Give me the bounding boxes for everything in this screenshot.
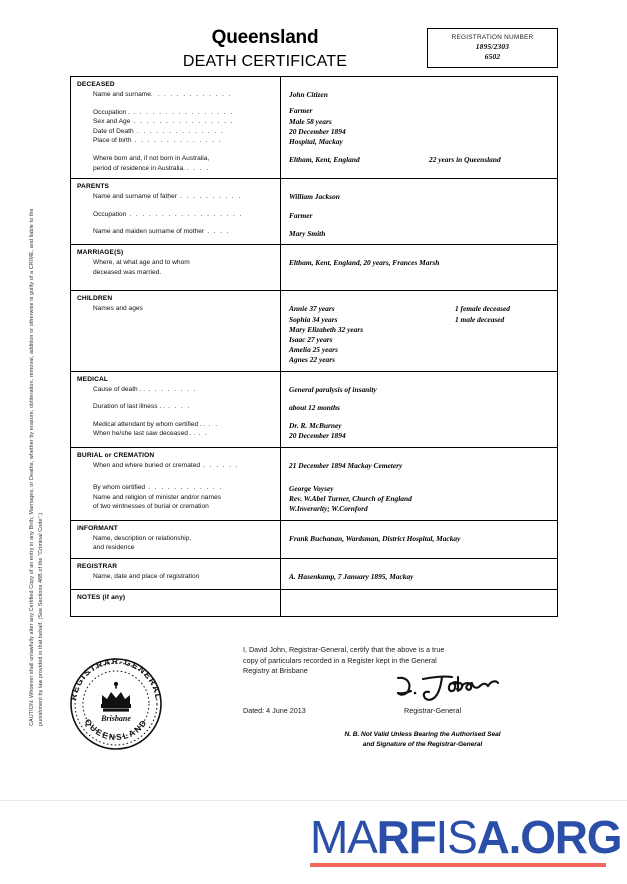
value-deceased-residence-period: 22 years in Queensland [429,155,501,165]
section-heading-parents: PARENTS [77,183,110,191]
section-heading-registrar: REGISTRAR [77,562,118,570]
value-marriages-detail: Eltham, Kent, England, 20 years, Frances Marsh [289,258,440,268]
signature-icon [392,672,512,704]
section-children-labels [71,291,281,370]
section-burial-labels [71,448,281,520]
crown-icon [101,682,131,712]
registration-number-box [427,28,558,68]
label-medical-attendant [77,420,276,430]
label-deceased-place-of-birth [77,136,276,146]
label-medical-duration [77,402,276,412]
page-subtitle: DEATH CERTIFICATE [182,53,348,70]
value-medical-duration: about 12 months [289,402,340,412]
title-block [100,26,430,73]
value-medical-last-saw: 20 December 1894 [289,431,346,441]
registration-number-label: REGISTRATION NUMBER [451,34,534,41]
label-deceased-date-of-death [77,127,276,137]
registration-number-value: 1895/2303 [475,42,510,51]
label-deceased-name-dots: . . . . . . . . . . . . . [150,91,232,98]
section-deceased [71,77,557,179]
watermark-part-2: RF [376,811,436,863]
section-informant-labels [71,521,281,558]
value-deceased-where-born-row [289,155,553,165]
label-medical-last-saw-text: When he/she last saw deceased . . [93,430,196,438]
label-parents-mother-text: Name and maiden surname of mother [93,228,205,236]
validity-warning-line-2: and Signature of the Registrar-General [362,741,483,748]
value-parents-father: William Jackson [289,192,340,202]
section-heading-children: CHILDREN [77,295,113,303]
signatory-title: Registrar-General [404,706,462,715]
page-title: Queensland [211,27,319,48]
seal-bottom-text: QUEENSLAND [82,716,150,743]
section-heading-burial: BURIAL or CREMATION [77,451,155,459]
label-medical-attendant-dots: . . [205,420,219,428]
label-parents-occupation [77,210,276,220]
certification-date: Dated: 4 June 2013 [243,706,306,715]
label-deceased-date-of-death-dots: . . . . . . . . . . . . . . [133,127,225,135]
label-parents-mother [77,227,276,237]
label-deceased-sex-age [77,117,276,127]
value-child-6: Agnes 22 years [289,355,335,365]
label-marriages-line2: deceased was married. [93,268,162,276]
value-deceased-name: John Citizen [289,90,328,100]
label-children-names-ages: Names and ages [93,305,143,313]
section-deceased-values [281,77,557,178]
certification-line-3: Registry at Brisbane [243,666,308,676]
caution-text: CAUTION: Whoever shall unlawfully alter any Certified Copy of an entry in any Birth, Marriages, or Deaths, whether by erasure, obliteration, removal, addition or otherwise is guilty of a CRIME, and liable to the punishment by law provided in that behalf. (See Sections 48B of the "Criminal Code".) [29,208,44,726]
section-notes-values [281,590,557,616]
section-heading-deceased: DECEASED [77,81,115,88]
certificate-table [70,76,558,617]
label-deceased-where-born-1: Where born and, if not born in Australia, [93,154,210,162]
label-parents-father-text: Name and surname of father [93,193,177,201]
value-deceased-place-of-birth: Hospital, Mackay [289,137,343,146]
section-heading-notes: NOTES (if any) [77,594,126,602]
label-parents-father-dots: . . . . . . . . . . [176,193,242,201]
section-marriages-values [281,245,557,290]
section-heading-informant: INFORMANT [77,524,118,532]
section-children-values [281,291,557,370]
value-burial-by-whom: George Voysey [289,483,334,493]
marfisa-watermark [310,811,622,872]
label-deceased-name-text: Name and surname [93,91,151,98]
label-parents-occupation-dots: . . . . . . . . . . . . . . . . . . [126,210,243,218]
section-registrar-labels [71,559,281,590]
registrar-general-seal [62,650,170,758]
section-informant-values [281,521,557,558]
section-medical-labels [71,372,281,447]
value-registrar-detail: A. Hasenkamp, 7 January 1895, Mackay [289,571,414,581]
section-children [71,291,557,371]
seal-center-text: Brisbane [101,714,131,723]
label-deceased-sex-age-text: Sex and Age [93,118,131,126]
watermark-part-3: IS [435,811,477,863]
caution-strip [28,196,58,726]
children-names-column [289,304,455,365]
section-registrar-values [281,559,557,590]
section-medical-values [281,372,557,447]
value-deceased-where-born: Eltham, Kent, England [289,155,360,165]
section-medical [71,372,557,448]
label-deceased-occupation [77,108,276,118]
label-deceased-place-of-birth-dots: . . . . . . . . . . . . . . [131,137,222,145]
seal-icon [62,650,170,758]
label-burial-when-where [77,461,276,471]
children-notes-column [455,304,553,365]
label-informant-line1: Name, description or relationship, [93,534,192,542]
watermark-part-1: MA [310,811,377,863]
label-burial-minister-1: Name and religion of minister and/or names [93,493,221,501]
label-medical-duration-text: Duration of last illness . . [93,403,165,411]
label-deceased-sex-age-dots: . . . . . . . . . . . . . . . . [130,118,234,126]
label-medical-attendant-text: Medical attendant by whom certified . . [93,420,206,428]
label-parents-father [77,192,276,202]
value-parents-mother: Mary Smith [289,228,326,238]
value-child-5: Amelia 25 years [289,345,338,355]
value-child-1: Annie 37 years [289,304,335,314]
watermark-part-4: A. [476,811,521,863]
label-deceased-occupation-dots: . . . . . . . . . . . . . . . . [130,108,234,116]
section-marriages-labels [71,245,281,290]
value-informant-detail: Frank Buchanan, Wardsman, District Hospital, Mackay [289,533,461,543]
label-deceased-where-born-2 [77,164,276,174]
value-child-3: Mary Elizabeth 32 years [289,324,364,334]
value-medical-attendant: Dr. R. McBurney [289,421,342,431]
value-children-note-2: 1 male deceased [455,314,505,324]
watermark-part-5: ORG [520,811,622,863]
value-deceased-sex-age: Male 58 years [289,116,332,126]
label-medical-last-saw [77,429,276,439]
children-columns [289,304,553,365]
registration-number-sub: 6502 [484,52,501,61]
value-child-4: Isaac 27 years [289,334,333,344]
certification-line-2: copy of particulars recorded in a Register kept in the General [243,655,437,665]
value-burial-witnesses: W.Inverarity; W.Cornford [289,504,368,514]
section-parents-labels [71,179,281,244]
label-medical-last-saw-dots: . . [195,430,209,438]
label-parents-mother-dots: . . . . [204,228,230,236]
label-deceased-name [77,90,276,100]
section-burial-values [281,448,557,520]
label-burial-by-whom [77,483,276,493]
document-header [0,26,627,76]
label-medical-cause-dots: . . . . . . . . [145,385,197,393]
section-notes-labels [71,590,281,616]
registrar-signature [392,672,512,704]
label-burial-minister-2: of two wintnesses of burial or cremation [93,503,209,511]
label-parents-occupation-text: Occupation [93,210,127,218]
label-burial-when-where-text: When and where buried or cremated [93,461,201,469]
label-deceased-occupation-text: Occupation . [93,108,131,116]
section-parents-values [281,179,557,244]
value-child-2: Sophia 34 years [289,314,338,324]
label-registrar-line1: Name, date and place of registration [93,572,200,580]
label-medical-duration-dots: . . . . [164,403,191,411]
label-deceased-date-of-death-text: Date of Death [93,127,134,135]
watermark-text [310,811,622,863]
value-children-note-1: 1 female deceased [455,304,510,314]
section-notes [71,590,557,617]
section-marriages [71,245,557,291]
section-deceased-labels [71,77,281,178]
svg-text:REGISTRAR-GENERAL [68,656,164,701]
label-burial-by-whom-dots: . . . . . . . . . . . . [145,484,223,492]
certification-line-1: I, David John, Registrar-General, certify that the above is a true [243,645,445,654]
label-burial-when-where-dots: . . . . . . [200,461,239,469]
value-deceased-date-of-death: 20 December 1894 [289,126,346,136]
watermark-underline [310,863,606,867]
label-deceased-place-of-birth-text: Place of birth [93,137,132,145]
validity-warning [285,730,560,750]
seal-top-text: REGISTRAR-GENERAL [68,655,164,701]
section-burial [71,448,557,521]
label-medical-cause [77,385,276,395]
section-informant [71,521,557,559]
label-informant-line2: and residence [93,544,135,552]
label-deceased-where-born-dots: . . . . [186,164,210,172]
section-registrar [71,559,557,591]
value-deceased-occupation: Farmer [289,106,313,116]
label-marriages-line1: Where, at what age and to whom [93,258,190,266]
value-burial-when-where: 21 December 1894 Mackay Cemetery [289,460,403,470]
section-parents [71,179,557,245]
value-burial-minister: Rev. W.Abel Turner, Church of England [289,494,412,504]
section-heading-marriages: MARRIAGE(S) [77,248,124,256]
value-parents-occupation: Farmer [289,210,313,220]
label-medical-cause-text: Cause of death . . [93,385,146,393]
label-deceased-where-born-2-text: period of residence in Australia. [93,164,187,172]
section-heading-medical: MEDICAL [77,375,109,383]
validity-warning-line-1: N. B. Not Valid Unless Bearing the Authorised Seal [344,731,501,738]
label-burial-by-whom-text: By whom certified [93,484,146,492]
value-medical-cause: General paralysis of insanity [289,384,377,394]
